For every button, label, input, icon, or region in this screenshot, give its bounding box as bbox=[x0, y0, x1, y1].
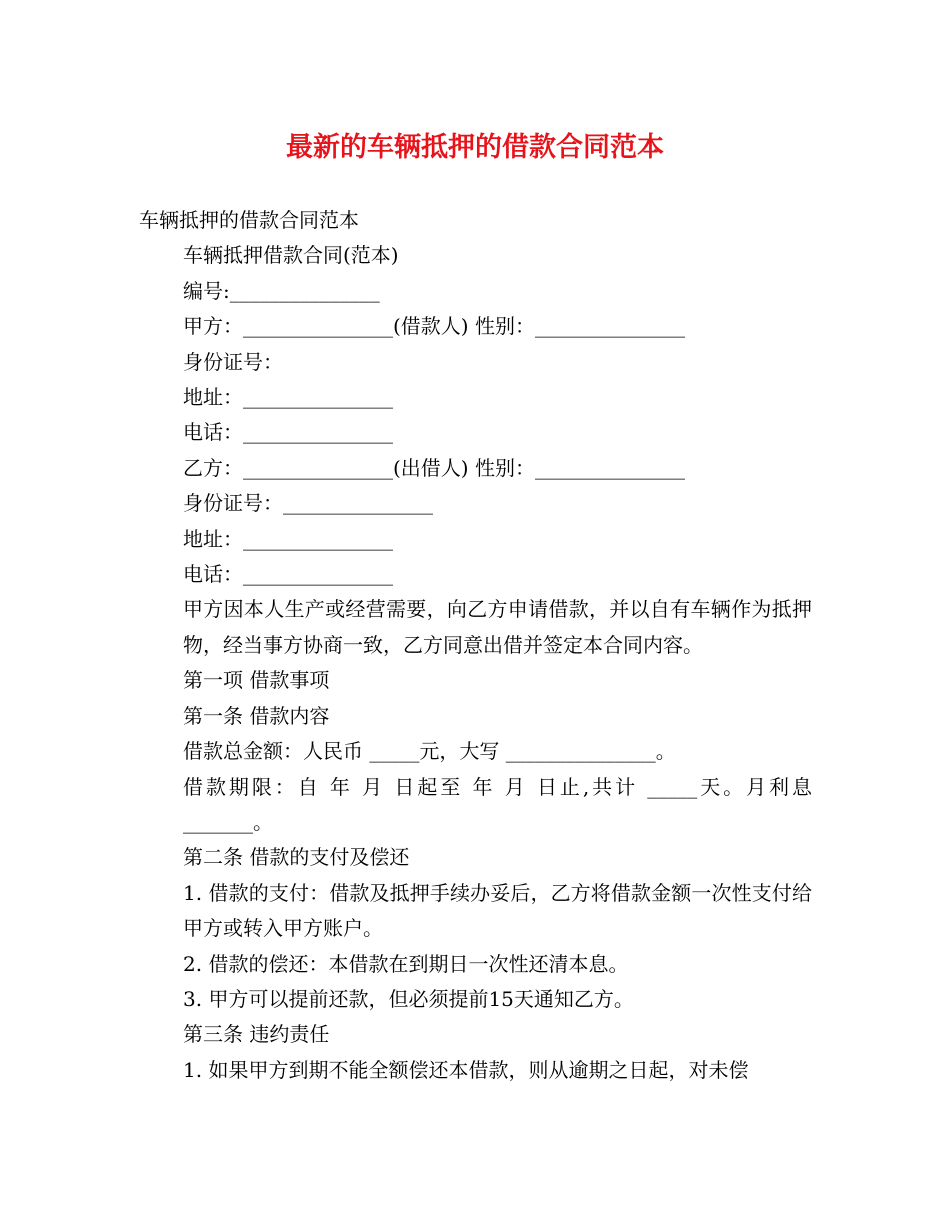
body-line: 地址：_______________ bbox=[183, 526, 393, 551]
body-line: 身份证号： bbox=[183, 349, 283, 374]
body-line: 电话：_______________ bbox=[183, 562, 393, 587]
body-line: 1. 借款的支付：借款及抵押手续办妥后，乙方将借款金额一次性支付给甲方或转入甲方账户。 bbox=[183, 880, 812, 941]
body-line: 第一项 借款事项 bbox=[183, 668, 330, 693]
body-line: 第三条 违约责任 bbox=[183, 1022, 330, 1047]
body-line: 甲方因本人生产或经营需要，向乙方申请借款，并以自有车辆作为抵押物，经当事方协商一致，乙方同意出借并签定本合同内容。 bbox=[183, 597, 812, 657]
body-line: 第一条 借款内容 bbox=[183, 703, 330, 728]
body-line: 身份证号：_______________ bbox=[183, 491, 433, 516]
body-line: 3. 甲方可以提前还款，但必须提前15天通知乙方。 bbox=[183, 986, 634, 1011]
body-line: 车辆抵押借款合同(范本) bbox=[183, 243, 399, 268]
body-line: 借款总金额：人民币 _____元，大写 _______________。 bbox=[183, 739, 676, 764]
body-line: 乙方：_______________(出借人) 性别：_______________ bbox=[183, 455, 685, 480]
body-line: 甲方：_______________(借款人) 性别：_______________ bbox=[183, 314, 685, 339]
body-line: 1. 如果甲方到期不能全额偿还本借款，则从逾期之日起，对未偿 bbox=[183, 1057, 749, 1082]
body-line: 车辆抵押的借款合同范本 bbox=[139, 208, 359, 232]
body-line: 第二条 借款的支付及偿还 bbox=[183, 845, 410, 870]
body-line: 借款期限：自 年 月 日起至 年 月 日止,共计 _____天。月利息_______。 bbox=[183, 774, 812, 834]
body-line: 编号:_______________ bbox=[183, 278, 380, 303]
body-line: 电话：_______________ bbox=[183, 420, 393, 445]
document-body bbox=[139, 203, 812, 1088]
document-title: 最新的车辆抵押的借款合同范本 bbox=[286, 132, 664, 163]
body-line: 2. 借款的偿还：本借款在到期日一次性还清本息。 bbox=[183, 951, 629, 976]
body-line: 地址：_______________ bbox=[183, 385, 393, 410]
